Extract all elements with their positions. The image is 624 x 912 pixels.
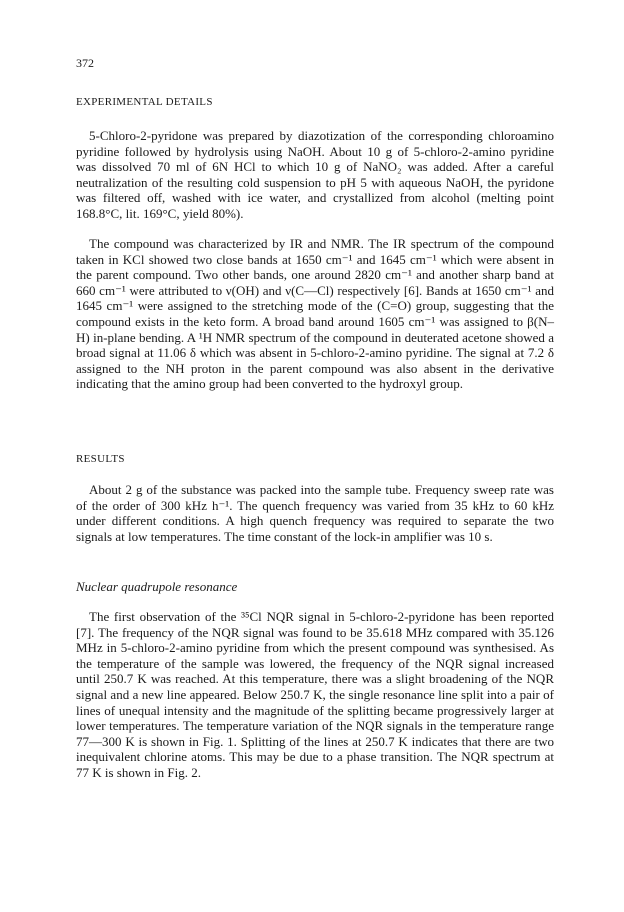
- subsection-heading-nqr: Nuclear quadrupole resonance: [76, 579, 238, 594]
- paragraph-results: About 2 g of the substance was packed into the sample tube. Frequency sweep rate was of the order of 300 kHz h⁻¹. The quench frequency was varied from 35 kHz to 60 kHz under different conditions. A high quench frequency was required to separate the two signals at low temperatures. The time constant of the lock-in amplifier was 10 s.: [76, 482, 554, 544]
- paragraph-nqr: The first observation of the ³⁵Cl NQR signal in 5-chloro-2-pyridone has been reported [7]. The frequency of the NQR signal was found to be 35.618 MHz compared with 35.126 MHz in 5-chloro-2-amino pyridine from which the present compound was synthesised. As the temperature of the sample was lowered, the frequency of the NQR signal increased until 250.7 K was reached. At this temperature, there was a slight broadening of the NQR signal and a new line appeared. Below 250.7 K, the single resonance line split into a pair of lines of unequal intensity and the magnitude of the splitting became progressively larger at lower temperatures. The temperature variation of the NQR signals in the temperature range 77—300 K is shown in Fig. 1. Splitting of the lines at 250.7 K indicates that there are two inequivalent chlorine atoms. This may be due to a phase transition. The NQR spectrum at 77 K is shown in Fig. 2.: [76, 609, 554, 780]
- section-heading-results: RESULTS: [76, 453, 125, 465]
- paragraph-synthesis: 5-Chloro-2-pyridone was prepared by diazotization of the corresponding chloroamino pyridine followed by hydrolysis using NaOH. About 10 g of 5-chloro-2-amino pyridine was dissolved 70 ml of 6N HCl to which 10 g of NaNO₂ was added. After a careful neutralization of the resulting cold suspension to pH 5 with aqueous NaOH, the pyridone was filtered off, washed with ice water, and crystallized from alcohol (melting point 168.8°C, lit. 169°C, yield 80%).: [76, 128, 554, 221]
- paragraph-characterization: The compound was characterized by IR and NMR. The IR spectrum of the compound taken in KCl showed two close bands at 1650 cm⁻¹ and 1645 cm⁻¹ which were absent in the parent compound. Two other bands, one around 2820 cm⁻¹ and another sharp band at 660 cm⁻¹ were attributed to ν(OH) and ν(C—Cl) respectively [6]. Bands at 1650 cm⁻¹ and 1645 cm⁻¹ were assigned to the stretching mode of the (C=O) group, suggesting that the compound exists in the keto form. A broad band around 1605 cm⁻¹ was assigned to β(N– H) in-plane bending. A ¹H NMR spectrum of the compound in deuterated acetone showed a broad signal at 11.06 δ which was absent in 5-chloro-2-amino pyridine. The signal at 7.2 δ assigned to the NH proton in the parent compound was also absent in the derivative indicating that the amino group had been converted to the hydroxyl group.: [76, 236, 554, 392]
- section-heading-experimental: EXPERIMENTAL DETAILS: [76, 96, 213, 108]
- page-number: 372: [76, 56, 94, 70]
